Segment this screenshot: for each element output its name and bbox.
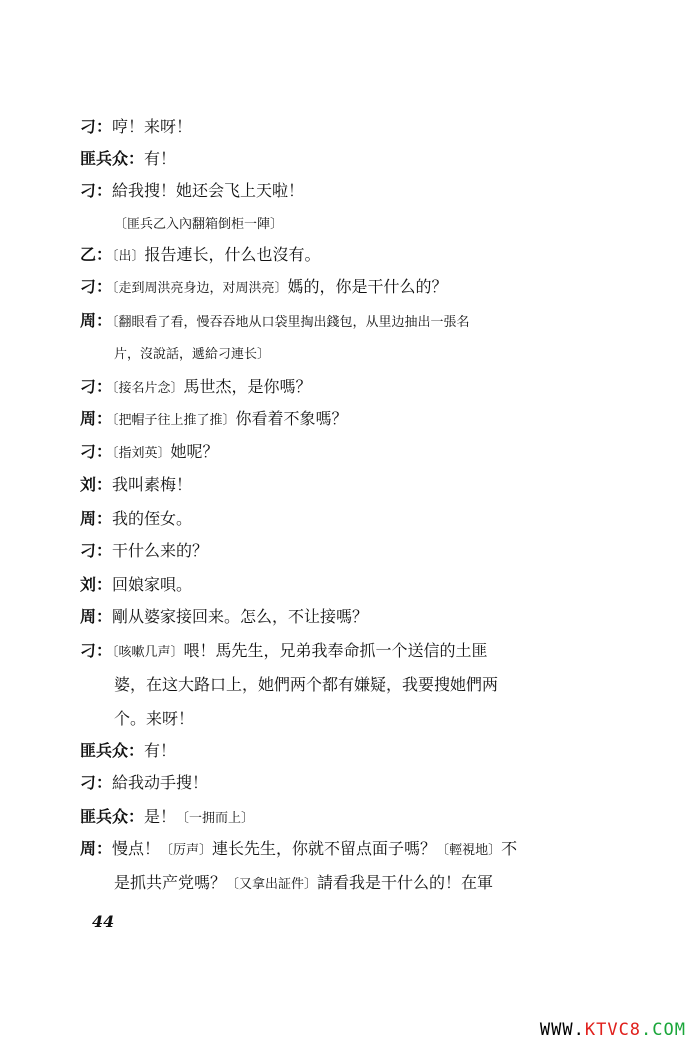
speaker-label: 匪兵众：	[80, 741, 145, 760]
stage-direction: 〔把帽子往上推了推〕	[112, 413, 236, 428]
stage-direction: 〔指刘英〕	[112, 446, 171, 461]
dialogue-text: 报告連长，什么也沒有。	[144, 245, 321, 264]
dialogue-line	[80, 640, 488, 664]
stage-direction: 片，沒說話，遞給刁連长〕	[114, 347, 271, 362]
dialogue-line	[80, 574, 192, 596]
dialogue-text: 个。来呀！	[114, 709, 195, 728]
speaker-label: 周：	[80, 607, 113, 626]
dialogue-text: 剛从婆家接回来。怎么，不让接嗎？	[112, 607, 369, 626]
dialogue-text: 回娘家唄。	[112, 575, 193, 594]
stage-direction: 〔輕視地〕	[436, 843, 502, 858]
stage-direction: 〔走到周洪亮身边，对周洪亮〕	[112, 281, 288, 296]
stage-direction: 〔一拥而上〕	[176, 811, 255, 826]
dialogue-line	[80, 772, 208, 794]
speaker-label: 周：	[80, 311, 113, 330]
stage-direction: 〔匪兵乙入內翻箱倒柜一陣〕	[114, 217, 284, 232]
dialogue-text: 我叫素梅！	[112, 475, 193, 494]
dialogue-text: 不	[501, 839, 518, 858]
watermark	[540, 1020, 686, 1040]
dialogue-text: 請看我是干什么的！在軍	[317, 873, 494, 892]
stage-direction: 〔厉声〕	[160, 843, 213, 858]
dialogue-line	[80, 244, 321, 268]
page-number: 44	[92, 912, 115, 931]
dialogue-text: 有！	[144, 741, 177, 760]
speaker-label: 匪兵众：	[80, 807, 145, 826]
speaker-label: 刘：	[80, 575, 113, 594]
dialogue-line	[80, 180, 304, 202]
dialogue-line	[80, 740, 176, 762]
dialogue-line	[80, 116, 192, 138]
dialogue-line	[80, 310, 470, 334]
dialogue-text: 婆，在这大路口上，她們两个都有嫌疑，我要搜她們两	[114, 675, 499, 694]
dialogue-text: 慢点！	[112, 839, 161, 858]
dialogue-text: 是！	[144, 807, 177, 826]
dialogue-text: 媽的，你是干什么的？	[287, 277, 448, 296]
stage-direction: 〔咳嗽几声〕	[112, 645, 184, 660]
dialogue-text: 給我动手搜！	[112, 773, 209, 792]
watermark-www: WWW.	[539, 1020, 585, 1040]
speaker-label: 周：	[80, 839, 113, 858]
dialogue-line	[80, 508, 192, 530]
dialogue-line	[80, 474, 192, 496]
stage-direction: 〔翻眼看了看，慢吞吞地从口袋里掏出錢包，从里边抽出一張名	[112, 315, 470, 330]
stage-direction: 〔又拿出証件〕	[226, 877, 318, 892]
dialogue-line	[80, 606, 368, 628]
dialogue-line	[80, 276, 448, 300]
dialogue-text: 給我搜！她还会飞上天啦！	[112, 181, 305, 200]
dialogue-line	[80, 806, 254, 830]
speaker-label: 刘：	[80, 475, 113, 494]
speaker-label: 周：	[80, 509, 113, 528]
stage-direction: 〔接名片念〕	[112, 381, 184, 396]
dialogue-text: 我的侄女。	[112, 509, 193, 528]
dialogue-line	[80, 540, 208, 562]
dialogue-text: 連长先生，你就不留点面子嗎？	[212, 839, 437, 858]
speaker-label: 刁：	[80, 377, 113, 396]
dialogue-text: 喂！馬先生，兄弟我奉命抓一个送信的土匪	[183, 641, 488, 660]
dialogue-line	[80, 838, 517, 862]
speaker-label: 刁：	[80, 442, 113, 461]
dialogue-text: 你看着不象嗎？	[235, 409, 348, 428]
speaker-label: 刁：	[80, 641, 113, 660]
dialogue-line	[80, 441, 219, 465]
dialogue-line	[114, 872, 493, 896]
dialogue-text: 有！	[144, 149, 177, 168]
speaker-label: 刁：	[80, 181, 113, 200]
watermark-com: .COM	[641, 1020, 686, 1040]
dialogue-line	[114, 342, 270, 366]
speaker-label: 刁：	[80, 541, 113, 560]
stage-direction: 〔出〕	[112, 249, 145, 264]
dialogue-line	[114, 212, 283, 236]
dialogue-text: 干什么来的？	[112, 541, 209, 560]
watermark-ktv: KTVC8	[584, 1020, 642, 1040]
speaker-label: 刁：	[80, 277, 113, 296]
speaker-label: 周：	[80, 409, 113, 428]
dialogue-text: 哼！来呀！	[112, 117, 193, 136]
dialogue-line	[80, 376, 312, 400]
speaker-label: 匪兵众：	[80, 149, 145, 168]
dialogue-line	[114, 708, 194, 730]
speaker-label: 刁：	[80, 773, 113, 792]
dialogue-text: 她呢？	[170, 442, 219, 461]
speaker-label: 乙：	[80, 245, 113, 264]
speaker-label: 刁：	[80, 117, 113, 136]
dialogue-text: 馬世杰，是你嗎？	[183, 377, 312, 396]
dialogue-line	[80, 408, 348, 432]
dialogue-line	[114, 674, 498, 696]
dialogue-line	[80, 148, 176, 170]
dialogue-text: 是抓共产党嗎？	[114, 873, 227, 892]
